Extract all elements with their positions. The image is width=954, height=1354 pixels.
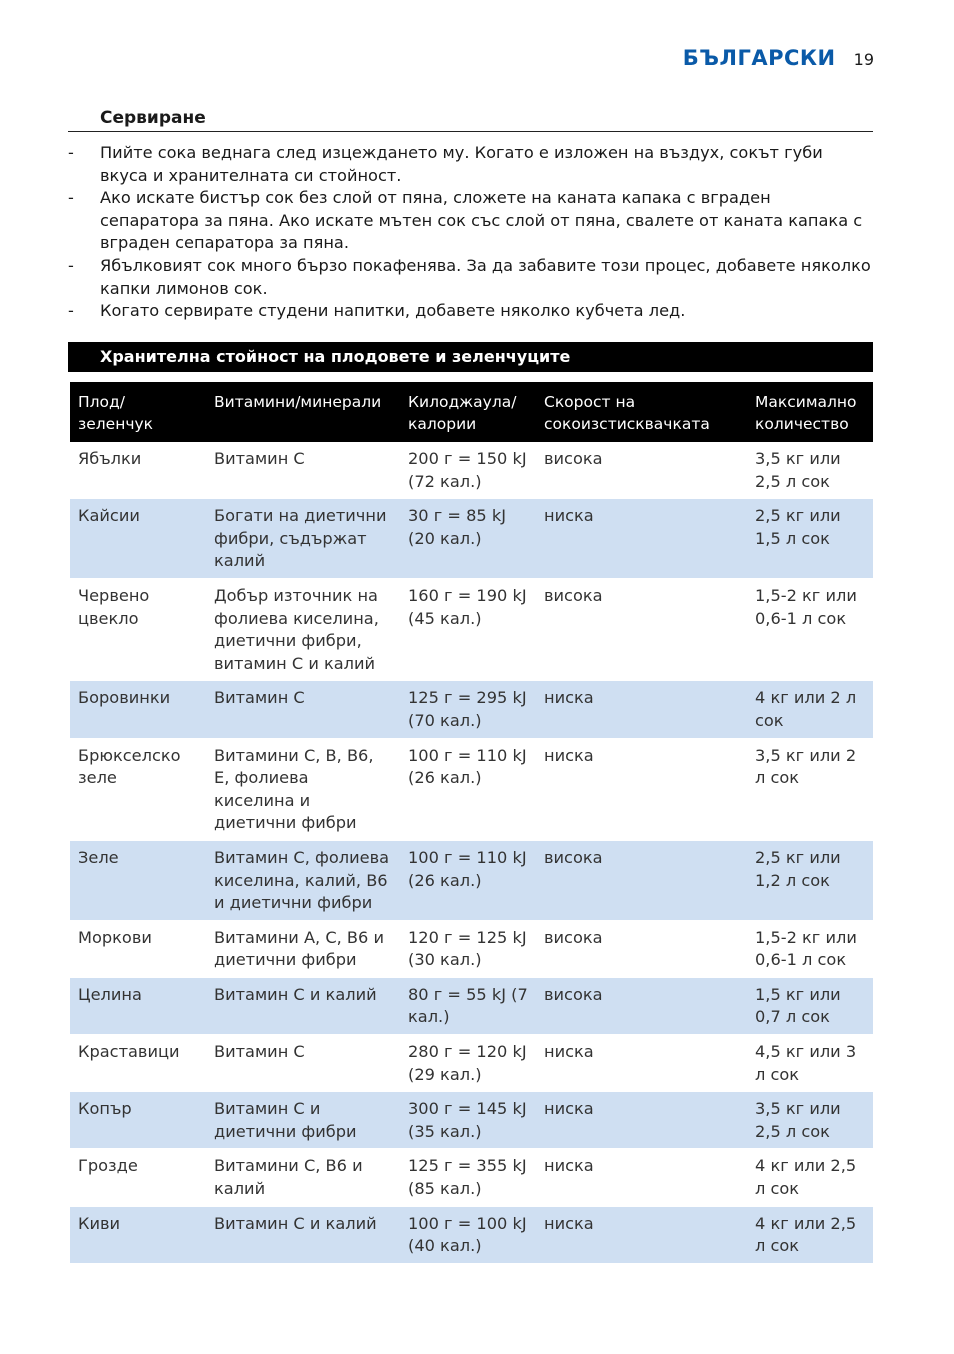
bullet-dash: - [68, 301, 74, 321]
cell-max: 4 кг или 2 л сок [747, 681, 873, 738]
table-row [70, 977, 873, 1034]
cell-energy: 100 г = 100 kJ (40 кал.) [400, 1206, 536, 1263]
bullet-dash: - [68, 143, 74, 162]
serving-title: Сервиране [100, 108, 206, 128]
bullet-text: Когато сервирате студени напитки, добавете няколко кубчета лед. [100, 301, 686, 321]
cell-energy: 100 г = 110 kJ (26 кал.) [400, 840, 536, 920]
column-header-max: Максимално количество [747, 382, 873, 442]
cell-max: 3,5 кг или 2 л сок [747, 738, 873, 840]
column-header-speed: Скорост на сокоизстисквачката [536, 382, 747, 442]
cell-energy: 160 г = 190 kJ (45 кал.) [400, 578, 536, 680]
list-item [68, 187, 873, 255]
cell-fruit: Краставици [70, 1035, 206, 1092]
cell-max: 1,5-2 кг или 0,6-1 л сок [747, 920, 873, 977]
table-row [70, 681, 873, 738]
table-row [70, 738, 873, 840]
cell-vitamins: Добър източник на фолиева киселина, диетични фибри, витамин C и калий [206, 578, 400, 680]
cell-fruit: Кайсии [70, 499, 206, 579]
table-row [70, 1092, 873, 1149]
cell-energy: 120 г = 125 kJ (30 кал.) [400, 920, 536, 977]
cell-fruit: Боровинки [70, 681, 206, 738]
cell-energy: 100 г = 110 kJ (26 кал.) [400, 738, 536, 840]
table-row [70, 920, 873, 977]
serving-bullet-list [68, 142, 873, 323]
cell-energy: 280 г = 120 kJ (29 кал.) [400, 1035, 536, 1092]
bullet-text: Ябълковият сок много бързо покафенява. За да забавите този процес, добавете няколко капки лимонов сок. [100, 255, 871, 298]
cell-vitamins: Витамин C, фолиева киселина, калий, B6 и диетични фибри [206, 840, 400, 920]
table-row [70, 499, 873, 579]
cell-energy: 30 г = 85 kJ (20 кал.) [400, 499, 536, 579]
list-item [68, 255, 873, 300]
cell-fruit: Моркови [70, 920, 206, 977]
cell-max: 3,5 кг или 2,5 л сок [747, 442, 873, 499]
cell-vitamins: Витамин C и калий [206, 1206, 400, 1263]
cell-energy: 125 г = 295 kJ (70 кал.) [400, 681, 536, 738]
list-item [68, 142, 873, 187]
column-header-vitamins: Витамини/минерали [206, 382, 400, 442]
cell-max: 4 кг или 2,5 л сок [747, 1149, 873, 1206]
cell-max: 4,5 кг или 3 л сок [747, 1035, 873, 1092]
cell-energy: 80 г = 55 kJ (7 кал.) [400, 977, 536, 1034]
page-header [683, 46, 874, 70]
cell-fruit: Копър [70, 1092, 206, 1149]
bullet-dash: - [68, 255, 74, 275]
table-row [70, 1035, 873, 1092]
cell-fruit: Ябълки [70, 442, 206, 499]
cell-fruit: Киви [70, 1206, 206, 1263]
cell-fruit: Червено цвекло [70, 578, 206, 680]
list-item [68, 300, 873, 323]
table-row [70, 578, 873, 680]
cell-max: 4 кг или 2,5 л сок [747, 1206, 873, 1263]
cell-speed: ниска [536, 1092, 747, 1149]
cell-max: 3,5 кг или 2,5 л сок [747, 1092, 873, 1149]
language-title: БЪЛГАРСКИ [682, 46, 836, 70]
cell-energy: 125 г = 355 kJ (85 кал.) [400, 1149, 536, 1206]
cell-vitamins: Витамин C и диетични фибри [206, 1092, 400, 1149]
cell-vitamins: Витамини C, B, B6, E, фолиева киселина и диетични фибри [206, 738, 400, 840]
cell-vitamins: Витамин C [206, 1035, 400, 1092]
cell-speed: висока [536, 578, 747, 680]
cell-vitamins: Витамин C [206, 442, 400, 499]
cell-fruit: Зеле [70, 840, 206, 920]
cell-vitamins: Витамини C, B6 и калий [206, 1149, 400, 1206]
cell-speed: висока [536, 920, 747, 977]
cell-fruit: Брюкселско зеле [70, 738, 206, 840]
nutrition-table [70, 382, 873, 1263]
column-header-fruit: Плод/ зеленчук [70, 382, 206, 442]
cell-speed: ниска [536, 499, 747, 579]
cell-max: 1,5-2 кг или 0,6-1 л сок [747, 578, 873, 680]
table-row [70, 840, 873, 920]
cell-energy: 300 г = 145 kJ (35 кал.) [400, 1092, 536, 1149]
cell-max: 2,5 кг или 1,5 л сок [747, 499, 873, 579]
nutrition-table-title: Хранителна стойност на плодовете и зеленчуците [68, 342, 873, 372]
cell-speed: ниска [536, 681, 747, 738]
cell-speed: висока [536, 977, 747, 1034]
cell-max: 1,5 кг или 0,7 л сок [747, 977, 873, 1034]
cell-speed: висока [536, 840, 747, 920]
cell-speed: ниска [536, 1206, 747, 1263]
table-header-row [70, 382, 873, 442]
table-row [70, 442, 873, 499]
cell-fruit: Целина [70, 977, 206, 1034]
cell-vitamins: Витамин C [206, 681, 400, 738]
cell-energy: 200 г = 150 kJ (72 кал.) [400, 442, 536, 499]
bullet-text: Пийте сока веднага след изцеждането му. Когато е изложен на въздух, сокът губи вкуса и хранителната си стойност. [100, 143, 823, 185]
cell-vitamins: Витамини A, C, B6 и диетични фибри [206, 920, 400, 977]
cell-speed: ниска [536, 1035, 747, 1092]
bullet-text: Ако искате бистър сок без слой от пяна, сложете на каната капака с вграден сепаратора за пяна. Ако искате мътен сок със слой от пяна, свалете от каната капака с вграден сепаратора за пяна. [100, 188, 863, 253]
page-number: 19 [853, 50, 874, 69]
table-row [70, 1206, 873, 1263]
cell-max: 2,5 кг или 1,2 л сок [747, 840, 873, 920]
cell-speed: ниска [536, 1149, 747, 1206]
column-header-energy: Килоджаула/ калории [400, 382, 536, 442]
cell-vitamins: Витамин C и калий [206, 977, 400, 1034]
cell-vitamins: Богати на диетични фибри, съдържат калий [206, 499, 400, 579]
table-row [70, 1149, 873, 1206]
cell-speed: ниска [536, 738, 747, 840]
section-divider [68, 131, 873, 132]
cell-fruit: Грозде [70, 1149, 206, 1206]
cell-speed: висока [536, 442, 747, 499]
bullet-dash: - [68, 188, 74, 208]
